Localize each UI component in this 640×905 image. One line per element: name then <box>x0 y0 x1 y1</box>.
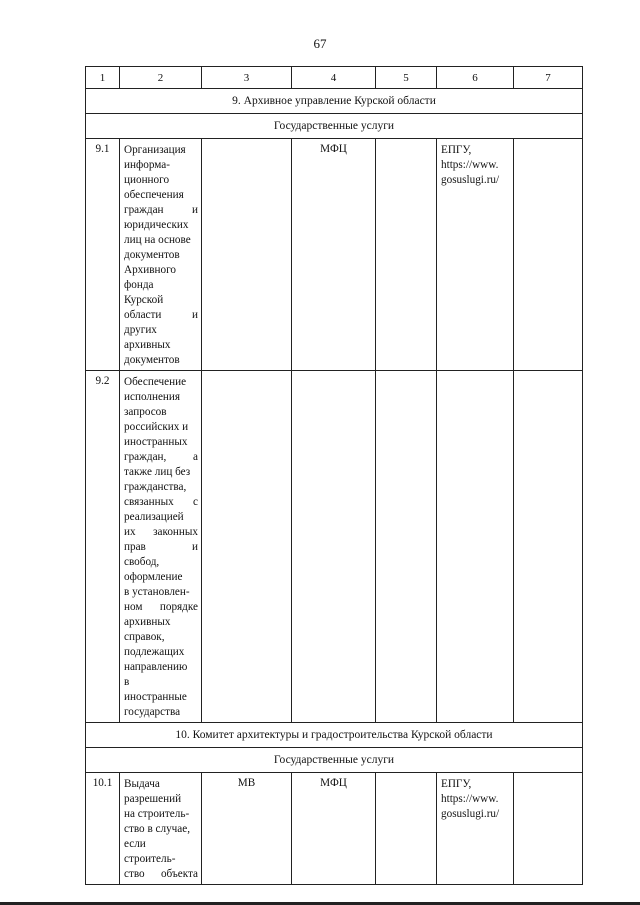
cell-line: https://www. <box>441 159 499 171</box>
cell-line <box>124 495 198 510</box>
cell-line: справок, <box>124 631 165 643</box>
cell-word: ство <box>124 868 145 880</box>
cell-line: иностранных <box>124 436 188 448</box>
cell-word: с <box>193 496 198 508</box>
section-subtitle: Государственные услуги <box>86 114 583 139</box>
cell-word: граждан <box>124 204 164 216</box>
cell-line: архивных <box>124 339 171 351</box>
cell-line: если <box>124 838 146 850</box>
cell-line: Архивного <box>124 264 177 276</box>
cell-line: гражданства, <box>124 481 187 493</box>
cell-line: Выдача <box>124 778 160 790</box>
column-header-row <box>86 67 583 89</box>
row-number: 9.2 <box>86 371 120 723</box>
cell-col7 <box>514 371 583 723</box>
cell-word: их <box>124 526 136 538</box>
cell-line: ЕПГУ, <box>441 778 472 790</box>
cell-line: реализацией <box>124 511 184 523</box>
cell-line <box>124 867 198 882</box>
table-row <box>86 139 583 371</box>
cell-line: gosuslugi.ru/ <box>441 174 500 186</box>
cell-col3: МВ <box>202 773 292 885</box>
page-number: 67 <box>313 36 327 51</box>
table-row <box>86 773 583 885</box>
cell-line: оформление <box>124 571 183 583</box>
cell-word: и <box>192 309 198 321</box>
cell-word: объекта <box>160 868 198 880</box>
cell-col4: МФЦ <box>292 773 376 885</box>
cell-line: архивных <box>124 616 171 628</box>
portal-link <box>437 773 514 885</box>
cell-word: связанных <box>124 496 174 508</box>
cell-line: ство в случае, <box>124 823 191 835</box>
cell-line: строитель- <box>124 853 176 865</box>
section-title-row <box>86 723 583 748</box>
cell-word: ном <box>124 601 143 613</box>
cell-line: запросов <box>124 406 167 418</box>
cell-line: документов <box>124 354 180 366</box>
cell-col4: МФЦ <box>292 139 376 371</box>
cell-line: российских и <box>124 421 189 433</box>
cell-line: ционного <box>124 174 170 186</box>
column-header: 3 <box>202 67 292 89</box>
cell-line: лиц на основе <box>124 234 191 246</box>
cell-line: других <box>124 324 157 336</box>
cell-col5 <box>376 773 437 885</box>
cell-word: прав <box>124 541 146 553</box>
cell-line: информа- <box>124 159 170 171</box>
column-header: 5 <box>376 67 437 89</box>
column-header: 6 <box>437 67 514 89</box>
cell-line: направлению <box>124 661 188 673</box>
cell-line: Курской <box>124 294 164 306</box>
cell-col7 <box>514 773 583 885</box>
cell-line: в <box>124 676 130 688</box>
cell-line: свобод, <box>124 556 160 568</box>
section-subtitle: Государственные услуги <box>86 748 583 773</box>
cell-line: gosuslugi.ru/ <box>441 808 500 820</box>
cell-line: иностранные <box>124 691 187 703</box>
section-title-row <box>86 89 583 114</box>
service-name <box>120 371 202 723</box>
cell-line <box>124 540 198 555</box>
cell-line <box>124 450 198 465</box>
column-header: 7 <box>514 67 583 89</box>
cell-word: а <box>193 451 198 463</box>
cell-col7 <box>514 139 583 371</box>
portal-link <box>437 139 514 371</box>
cell-line <box>124 600 198 615</box>
services-table <box>85 66 583 885</box>
cell-line <box>124 203 198 218</box>
column-header: 1 <box>86 67 120 89</box>
section-subtitle-row <box>86 114 583 139</box>
portal-link <box>437 371 514 723</box>
cell-word: законных <box>153 526 198 538</box>
cell-line: юридических <box>124 219 189 231</box>
section-subtitle-row <box>86 748 583 773</box>
cell-col3 <box>202 139 292 371</box>
cell-line: разрешений <box>124 793 182 805</box>
column-header: 2 <box>120 67 202 89</box>
cell-line: фонда <box>124 279 154 291</box>
cell-line: Обеспечение <box>124 376 187 388</box>
cell-line: на строитель- <box>124 808 190 820</box>
cell-line: исполнения <box>124 391 181 403</box>
cell-line <box>124 525 198 540</box>
cell-line: обеспечения <box>124 189 184 201</box>
row-number: 9.1 <box>86 139 120 371</box>
cell-line: государства <box>124 706 181 718</box>
cell-word: и <box>192 204 198 216</box>
table-row <box>86 371 583 723</box>
cell-word: области <box>124 309 162 321</box>
cell-col5 <box>376 371 437 723</box>
cell-col3 <box>202 371 292 723</box>
cell-word: граждан, <box>124 451 167 463</box>
service-name <box>120 773 202 885</box>
column-header: 4 <box>292 67 376 89</box>
cell-line <box>124 308 198 323</box>
cell-line: https://www. <box>441 793 499 805</box>
cell-col5 <box>376 139 437 371</box>
cell-line: Организация <box>124 144 186 156</box>
service-name <box>120 139 202 371</box>
cell-line: документов <box>124 249 180 261</box>
row-number: 10.1 <box>86 773 120 885</box>
section-title: 9. Архивное управление Курской области <box>86 89 583 114</box>
cell-line: ЕПГУ, <box>441 144 472 156</box>
cell-col4 <box>292 371 376 723</box>
cell-line: в установлен- <box>124 586 190 598</box>
cell-word: и <box>192 541 198 553</box>
cell-word: порядке <box>159 601 198 613</box>
section-title: 10. Комитет архитектуры и градостроительства Курской области <box>86 723 583 748</box>
cell-line: подлежащих <box>124 646 185 658</box>
cell-line: также лиц без <box>124 466 191 478</box>
